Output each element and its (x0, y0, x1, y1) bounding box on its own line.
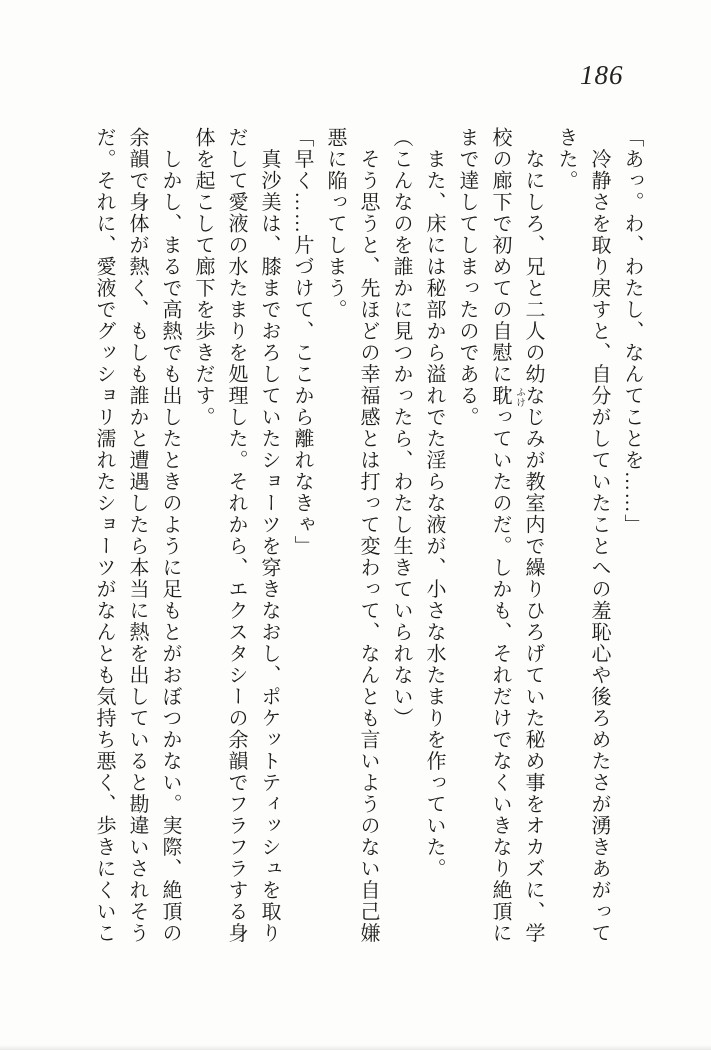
text-column: しかし、まるで高熱でも出したときのように足もとがおぼつかない。実際、絶頂の (159, 127, 181, 944)
text-column: なにしろ、兄と二人の幼なじみが教室内で繰りひろげていた秘め事をオカズに、学 (522, 127, 544, 944)
text-column: まで達してしまったのである。 (456, 127, 478, 428)
scan-edge-shadow (0, 1045, 711, 1050)
vertical-text-block (76, 127, 648, 951)
text-column: 体を起こして廊下を歩きだす。 (192, 127, 214, 428)
text-column: 悪に陥ってしまう。 (324, 127, 346, 321)
ruby-base: 耽 ふけ (489, 385, 524, 408)
text-column: 「あっ。わ、わたし、なんてことを……」 (621, 127, 643, 536)
text-column: きた。 (555, 127, 577, 192)
text-column: （こんなのを誰かに見つかったら、わたし生きていられない） (390, 127, 412, 729)
text-column: 校の廊下で初めての自慰に耽 ふけ っていたのだ。しかも、それだけでなくいきなり絶頂に (489, 127, 524, 944)
text-column: 「早く……片づけて、ここから離れなきゃ」 (291, 127, 313, 557)
text-column: そう思うと、先ほどの幸福感とは打って変わって、なんとも言いようのない自己嫌 (357, 127, 379, 944)
text-column: だ。それに、愛液でグッショリ濡れたショーツがなんとも気持ち悪く、歩きにくいこ (93, 127, 115, 944)
furigana: ふけ (514, 387, 524, 408)
text-column: 余韻で身体が熱く、もしも誰かと遭遇したら本当に熱を出していると勘違いされそう (126, 127, 148, 944)
text-column: また、床には秘部から溢れでた淫らな液が、小さな水たまりを作っていた。 (423, 127, 445, 880)
text-column: 真沙美は、膝までおろしていたショーツを穿きなおし、ポケットティッシュを取り (258, 127, 280, 944)
text-column: 冷静さを取り戻すと、自分がしていたことへの羞恥心や後ろめたさが湧きあがって (588, 127, 610, 944)
text-column: だして愛液の水たまりを処理した。それから、エクスタシーの余韻でフラフラする身 (225, 127, 247, 944)
page-number: 186 (580, 60, 624, 90)
